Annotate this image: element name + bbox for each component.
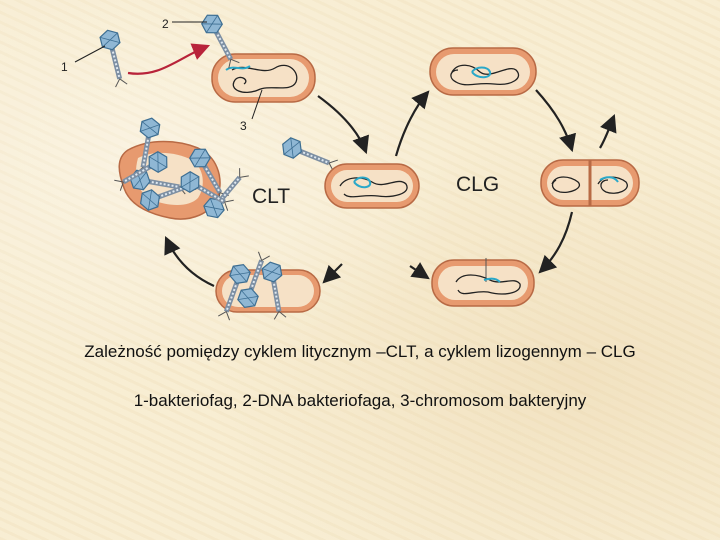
- cell-infection: [212, 54, 315, 102]
- arrow-top-right-to-right: [536, 90, 572, 150]
- caption-title: Zależność pomiędzy cyklem litycznym –CLT, a cyklem lizogennym – CLG: [84, 342, 636, 361]
- injection-arrow: [128, 46, 208, 74]
- caption-legend: 1-bakteriofag, 2-DNA bakteriofaga, 3-chromosom bakteryjny: [133, 391, 587, 410]
- arrow-right-to-top-right: [600, 116, 614, 148]
- label-lytic-cycle: CLT: [252, 185, 291, 208]
- label-phage-number: 1: [61, 60, 68, 74]
- arrow-center-to-top-right: [396, 92, 428, 156]
- arrow-center-to-bottom-left: [324, 264, 342, 282]
- cell-integration: [430, 48, 536, 95]
- arrow-bottom-left-to-lysis: [166, 238, 214, 286]
- cell-prophage: [432, 258, 534, 306]
- label-phage-dna-number: 2: [162, 17, 169, 31]
- phage-free: [279, 136, 339, 174]
- label-chromosome-number: 3: [240, 119, 247, 133]
- phage-free: [99, 28, 130, 88]
- arrow-right-to-bottom-right: [540, 212, 572, 272]
- label-lysogenic-cycle: CLG: [456, 173, 500, 196]
- cell-division: [541, 160, 639, 206]
- cell-decision: [325, 164, 419, 208]
- arrow-infection-to-center: [318, 96, 366, 152]
- arrow-bottom-right-from-center: [410, 266, 428, 278]
